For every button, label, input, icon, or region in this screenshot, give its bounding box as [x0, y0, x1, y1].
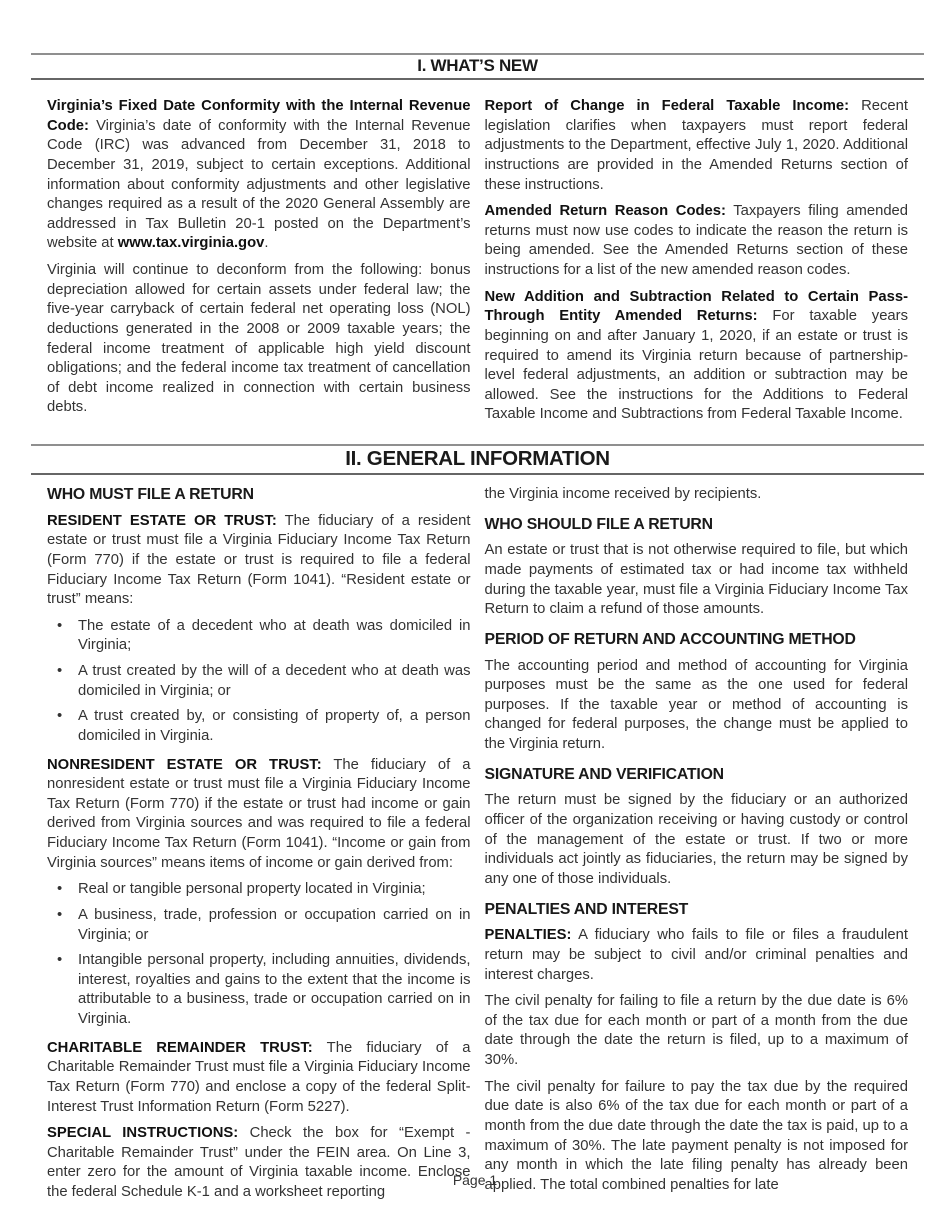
resident-bullet-list — [47, 617, 471, 747]
website-text: www.tax.virginia.gov — [117, 235, 265, 252]
run-in-heading: CHARITABLE REMAINDER TRUST: — [47, 1039, 313, 1056]
subheading-penalties: PENALTIES AND INTEREST — [484, 900, 689, 918]
paragraph-civil-penalty-file: The civil penalty for failing to file a return by the due date is 6% of the tax due for each month or part of a month from the due date through the date the return is filed, up to a maximum of 30%. — [484, 993, 908, 1069]
list-item: • A trust created by, or consisting of property of, a person domiciled in Virginia. — [47, 707, 471, 746]
paragraph-text: The fiduciary of a nonresident estate or trust must file a Virginia Fiduciary Income Tax Return (Form 770) if the estate or trust had income or gain derived from Virginia sources and was required to file a federal Fiduciary Income Tax Return (Form 1041). “Income or gain from Virginia sources” means items of income or gain derived from: — [47, 756, 471, 871]
subheading-who-should-file: WHO SHOULD FILE A RETURN — [484, 515, 713, 533]
page-number: Page 1 — [452, 1172, 498, 1188]
paragraph-continuation: the Virginia income received by recipients. — [484, 486, 762, 502]
run-in-heading: PENALTIES: — [484, 927, 572, 944]
subheading-signature: SIGNATURE AND VERIFICATION — [484, 765, 724, 783]
subheading-who-must-file: WHO MUST FILE A RETURN — [47, 486, 254, 503]
paragraph-signature: The return must be signed by the fiduciary or an authorized officer of the organization receiving or having custody or control of the management of the estate or trust. If two or more individuals act jointly as fiduciaries, the return may be signed by any one of those individuals. — [484, 792, 908, 887]
list-item: • The estate of a decedent who at death was domiciled in Virginia; — [47, 617, 471, 656]
paragraph-charitable — [47, 1039, 471, 1118]
paragraph-text: For taxable years beginning on and after January 1, 2020, if an estate or trust is required to amend its Virginia return because of partnership-level federal adjustments, an addition or subtraction may be allowed. See the instructions for the Additions to Federal Taxable Income and Subtractions from Federal Taxable Income. — [484, 308, 908, 423]
section-title: II. GENERAL INFORMATION — [345, 447, 610, 470]
paragraph-text: Taxpayers filing amended returns must now use codes to indicate the reason the return is being amended. See the Amended Returns section of these instructions for a list of the new amended reason codes. — [484, 203, 909, 278]
paragraph-resident — [47, 512, 471, 610]
list-item: • A trust created by the will of a decedent who at death was domiciled in Virginia; or — [47, 662, 471, 701]
general-info-left-column — [47, 485, 471, 1210]
paragraph-amended-codes — [485, 202, 909, 281]
paragraph-penalties — [485, 926, 909, 985]
paragraph-who-should-file: An estate or trust that is not otherwise required to file, but which made payments of estimated tax or had income tax withheld during the taxable year, must file a Virginia Fiduciary Income Tax Return to claim a refund of those amounts. — [484, 542, 908, 618]
run-in-heading: Report of Change in Federal Taxable Income: — [484, 98, 850, 114]
paragraph-nonresident — [47, 756, 471, 874]
general-info-columns — [47, 485, 908, 1210]
paragraph-text: A fiduciary who fails to file or files a fraudulent return may be subject to civil and/or criminal penalties and interest charges. — [484, 927, 908, 983]
subheading-period-of-return: PERIOD OF RETURN AND ACCOUNTING METHOD — [484, 630, 856, 648]
section-header-general-information — [31, 444, 924, 475]
whats-new-right-column — [485, 97, 909, 432]
paragraph-conformity — [47, 97, 471, 254]
run-in-heading: Amended Return Reason Codes: — [484, 203, 726, 220]
nonresident-bullet-list — [47, 880, 471, 1029]
list-item: • Real or tangible personal property located in Virginia; — [47, 880, 471, 900]
section-header-whats-new — [31, 53, 924, 80]
paragraph-new-addition — [485, 288, 909, 425]
paragraph-report-change — [485, 97, 909, 195]
paragraph-text: The fiduciary of a Charitable Remainder Trust must file a Virginia Fiduciary Income Tax Return (Form 770) and enclose a copy of the federal Split-Interest Trust Information Return (Form 5227). — [47, 1039, 471, 1115]
paragraph-text: Virginia’s date of conformity with the Internal Revenue Code (IRC) was advanced from December 31, 2018 to December 31, 2019, subject to certain exceptions. Additional information about conformity adjustments and other legislative changes required as a result of the 2020 General Assembly are addressed in Tax Bulletin 20-1 posted on the Department’s website at — [47, 117, 471, 252]
general-info-right-column — [485, 485, 909, 1210]
paragraph-text: . — [264, 235, 269, 252]
run-in-heading: Virginia’s Fixed Date Conformity with the Internal Revenue Code: — [47, 98, 471, 134]
run-in-heading: RESIDENT ESTATE OR TRUST: — [47, 512, 277, 529]
paragraph-civil-penalty-pay: The civil penalty for failure to pay the tax due by the required due date is also 6% of the tax due for each month or part of a month from the due date through the date the tax is paid, up to a maximum of 30%. The late payment penalty is not imposed for any month in which the late filing penalty has already been applied. The total combined penalties for late — [484, 1078, 908, 1193]
paragraph-special-instructions — [47, 1124, 471, 1203]
paragraph-period-of-return: The accounting period and method of accounting for Virginia purposes must be the same as the one used for federal purposes. If the taxable year or method of accounting is changed for federal purposes, the change must be applied to the Virginia return. — [484, 657, 908, 753]
whats-new-left-column — [47, 97, 471, 432]
list-item: • Intangible personal property, including annuities, dividends, interest, royalties and gains to the extent that the income is attributable to a business, trade or occupation carried on in Virginia. — [47, 951, 471, 1030]
run-in-heading: NONRESIDENT ESTATE OR TRUST: — [47, 756, 322, 773]
run-in-heading: SPECIAL INSTRUCTIONS: — [47, 1125, 239, 1142]
section-title: I. WHAT’S NEW — [417, 56, 538, 75]
paragraph-text: Recent legislation clarifies when taxpayers must report federal adjustments to the Department, effective July 1, 2020. Additional instructions are provided in the Amended Returns section of these instructions. — [484, 98, 909, 193]
run-in-heading: New Addition and Subtraction Related to Certain Pass-Through Entity Amended Returns: — [484, 288, 908, 325]
paragraph-text: The fiduciary of a resident estate or trust must file a Virginia Fiduciary Income Tax Return (Form 770) if the estate or trust is required to file a federal Fiduciary Income Tax Return (Form 1041). “Resident estate or trust” means: — [47, 512, 471, 608]
paragraph-deconform: Virginia will continue to deconform from the following: bonus depreciation allowed for certain assets under federal law; the five-year carryback of certain federal net operating loss (NOL) deductions generated in the 2008 or 2009 taxable years; the federal income treatment of applicable high yield discount obligations; and the federal income tax treatment of cancellation of debt income realized in connection with certain business debts. — [47, 262, 471, 416]
paragraph-text: Check the box for “Exempt - Charitable Remainder Trust” under the FEIN area. On Line 3, enter zero for the amount of Virginia taxable income. Enclose the federal Schedule K-1 and a worksheet reporting — [47, 1125, 471, 1201]
whats-new-columns — [47, 97, 908, 432]
list-item: • A business, trade, profession or occupation carried on in Virginia; or — [47, 906, 471, 945]
